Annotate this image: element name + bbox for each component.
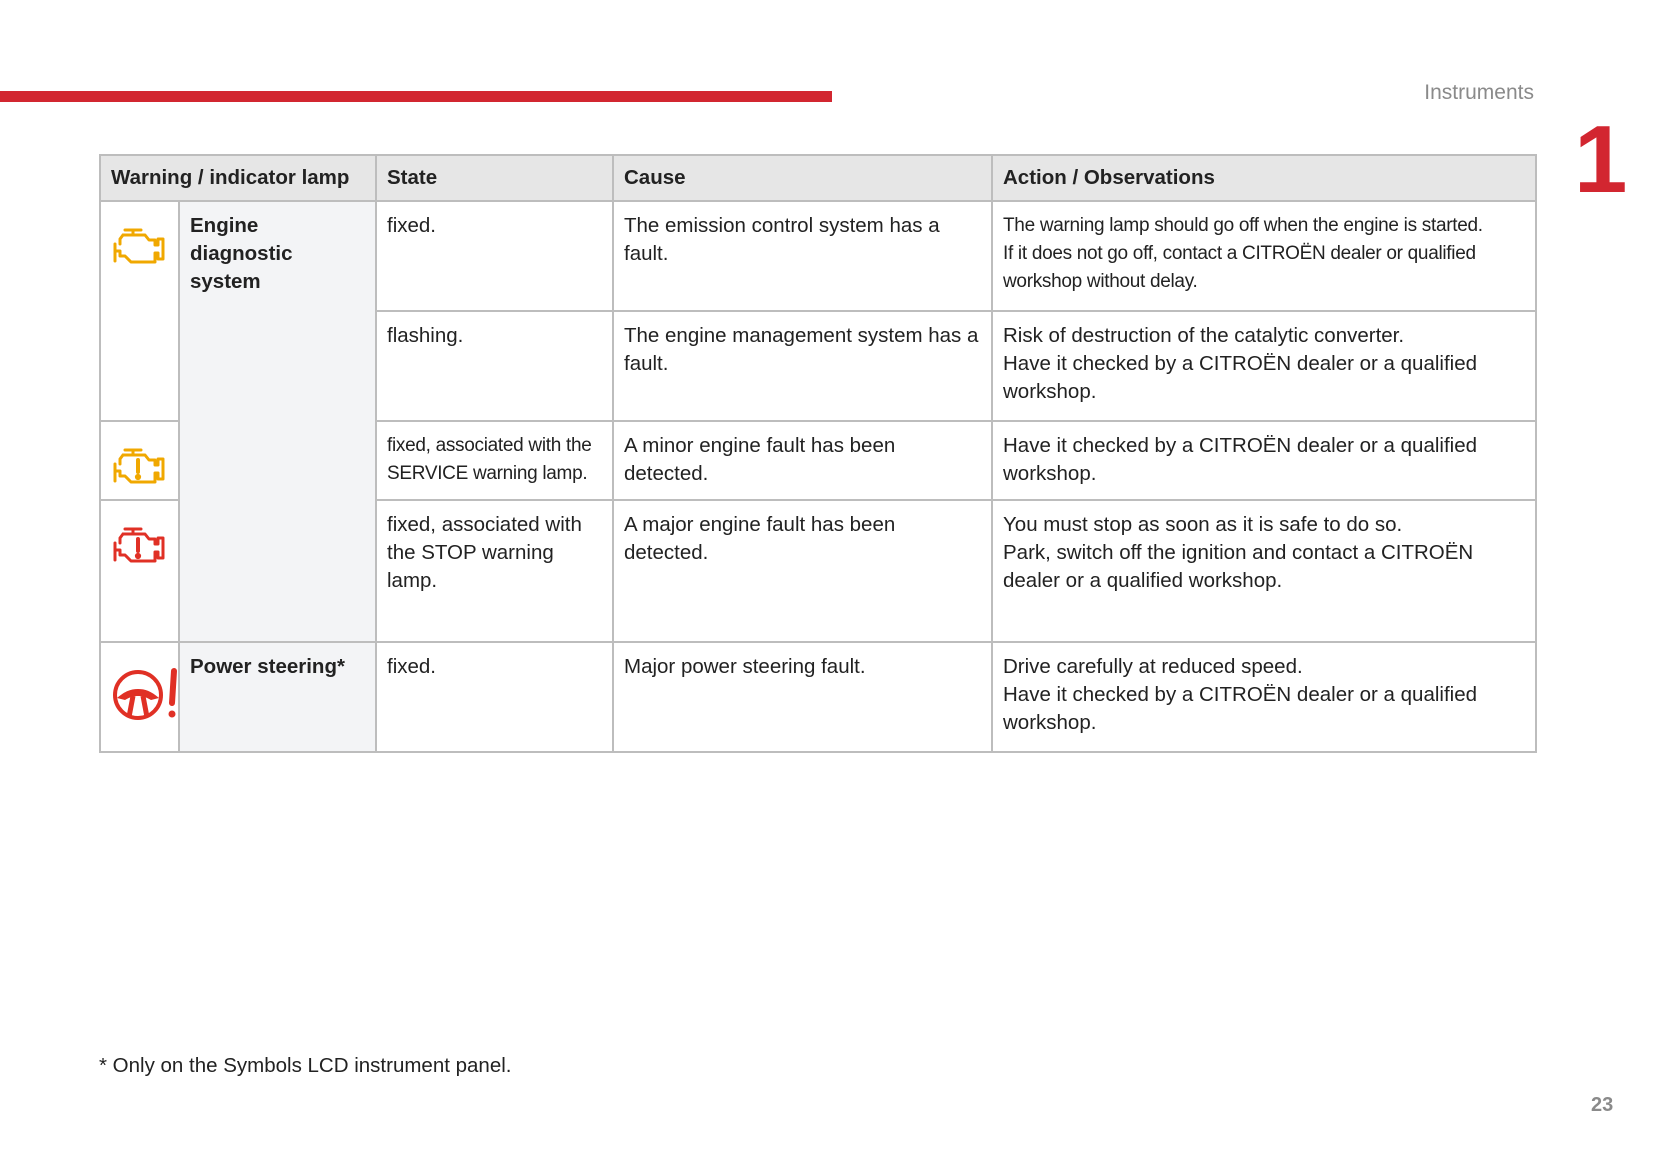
lamp-icon-cell	[100, 500, 179, 642]
lamp-name-power-steering: Power steering*	[179, 642, 376, 752]
action-line: If it does not go off, contact a CITROËN dealer or qualified	[1003, 243, 1476, 264]
engine-check-icon	[111, 226, 167, 270]
column-header-lamp: Warning / indicator lamp	[100, 155, 376, 201]
header-accent-bar	[0, 91, 832, 102]
column-header-action: Action / Observations	[992, 155, 1536, 201]
action-cell	[992, 500, 1536, 642]
action-line: Have it checked by a CITROËN dealer or a qualified workshop.	[1003, 683, 1478, 734]
cause-cell: A major engine fault has been detected.	[613, 500, 992, 642]
warning-lamps-table	[99, 154, 1537, 753]
table-header-row	[100, 155, 1536, 201]
table-row	[100, 642, 1536, 752]
action-cell	[992, 201, 1536, 311]
chapter-number: 1	[1574, 106, 1626, 213]
column-header-cause: Cause	[613, 155, 992, 201]
section-title: Instruments	[1424, 81, 1534, 104]
table-row	[100, 201, 1536, 311]
state-cell: fixed.	[376, 201, 613, 311]
footnote: * Only on the Symbols LCD instrument panel.	[99, 1054, 512, 1077]
action-line: Have it checked by a CITROËN dealer or a qualified workshop.	[1003, 434, 1478, 485]
lamp-name-engine-diagnostic: Engine diagnostic system	[179, 201, 376, 642]
action-line: Risk of destruction of the catalytic converter.	[1003, 324, 1405, 347]
action-cell	[992, 311, 1536, 421]
action-cell	[992, 421, 1536, 500]
state-cell: fixed, associated with the STOP warning lamp.	[376, 500, 613, 642]
action-line: Have it checked by a CITROËN dealer or a qualified workshop.	[1003, 352, 1478, 403]
action-line: workshop without delay.	[1003, 271, 1198, 292]
action-cell	[992, 642, 1536, 752]
cause-cell: The emission control system has a fault.	[613, 201, 992, 311]
column-header-state: State	[376, 155, 613, 201]
cause-cell: Major power steering fault.	[613, 642, 992, 752]
action-line: Park, switch off the ignition and contact a CITROËN dealer or a qualified workshop.	[1003, 541, 1474, 592]
action-line: The warning lamp should go off when the engine is started.	[1003, 215, 1483, 236]
state-cell: fixed, associated with the SERVICE warning lamp.	[376, 421, 613, 500]
page-number: 23	[1591, 1094, 1614, 1116]
state-cell: fixed.	[376, 642, 613, 752]
cause-cell: A minor engine fault has been detected.	[613, 421, 992, 500]
lamp-icon-cell	[100, 201, 179, 421]
state-cell: flashing.	[376, 311, 613, 421]
lamp-icon-cell	[100, 642, 179, 752]
engine-stop-icon	[111, 525, 167, 569]
power-steering-icon	[111, 667, 183, 721]
engine-warning-icon	[111, 446, 167, 490]
lamp-icon-cell	[100, 421, 179, 500]
cause-cell: The engine management system has a fault.	[613, 311, 992, 421]
action-line: Drive carefully at reduced speed.	[1003, 655, 1303, 678]
action-line: You must stop as soon as it is safe to do so.	[1003, 513, 1403, 536]
